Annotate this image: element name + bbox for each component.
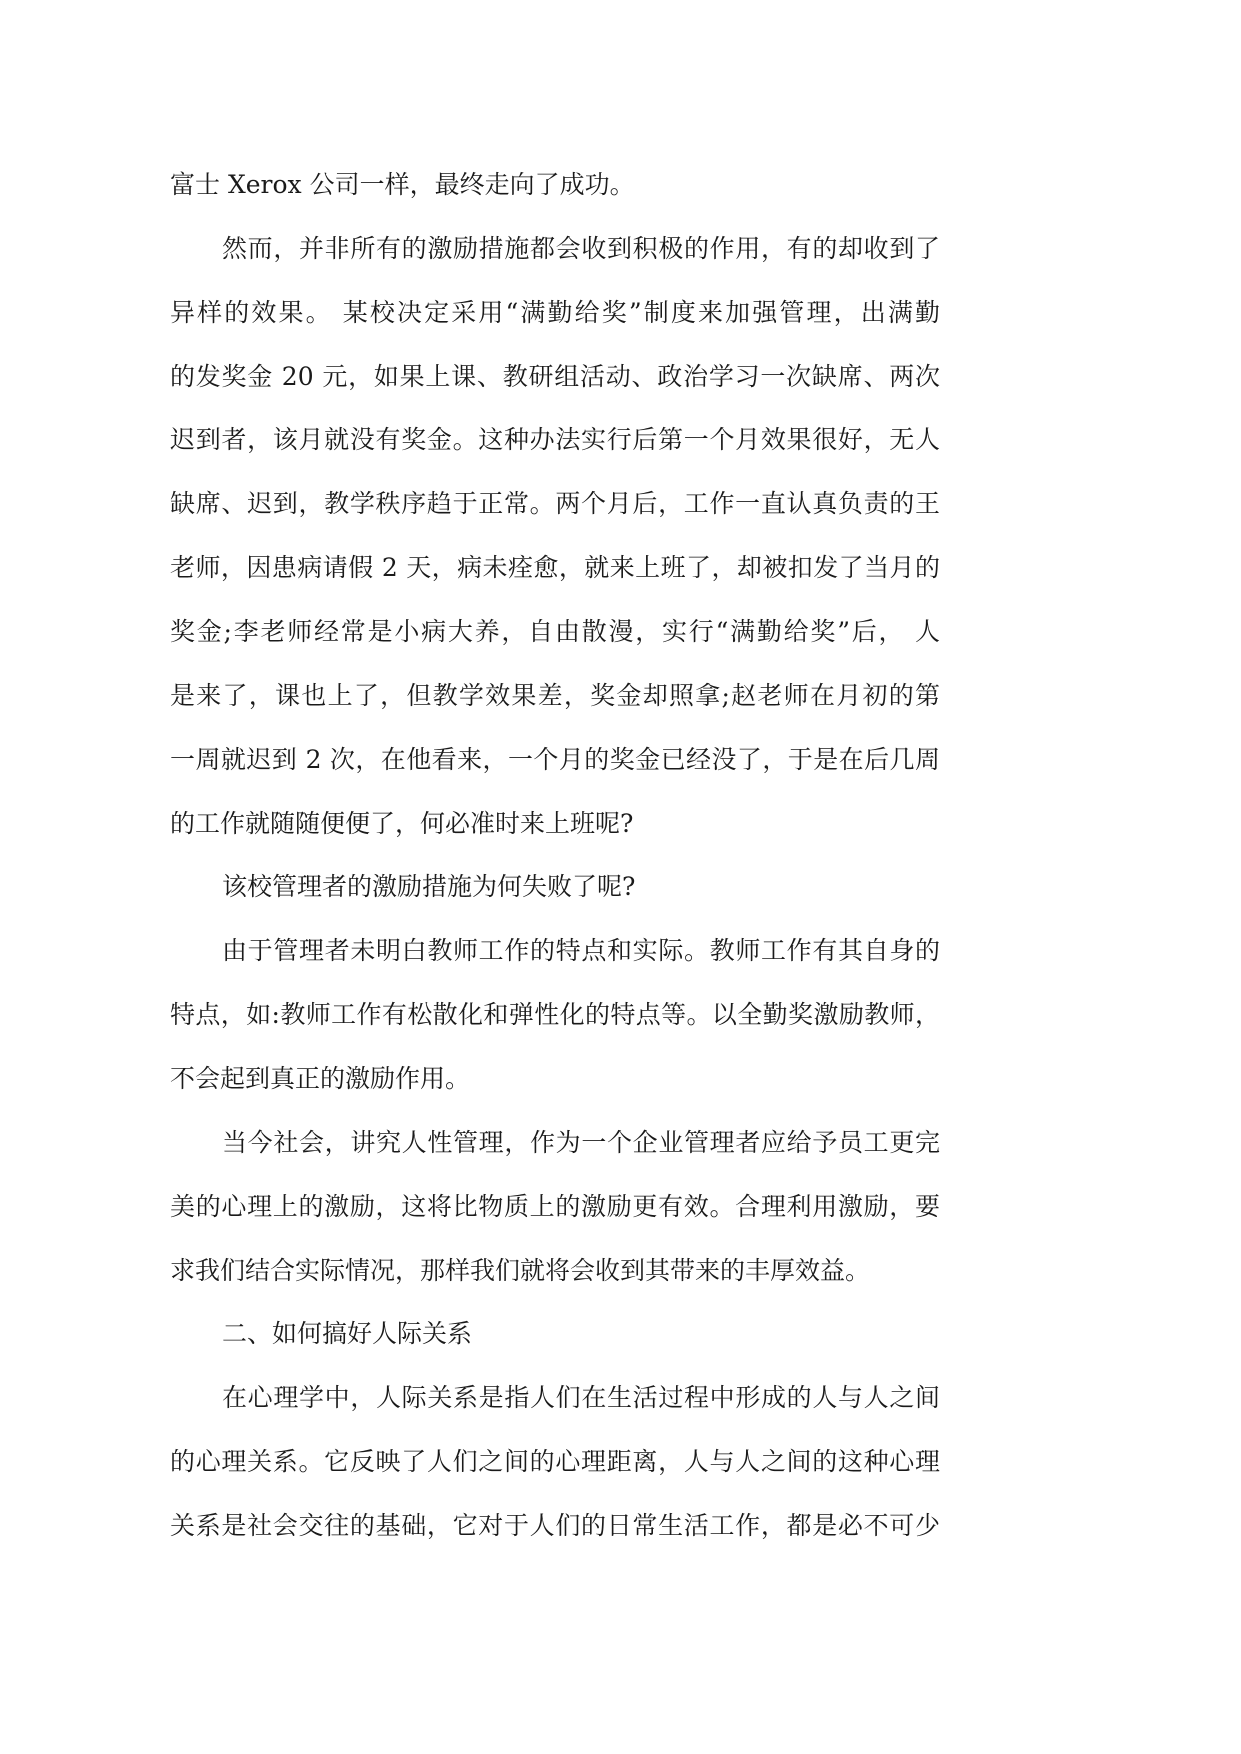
paragraph	[170, 1366, 940, 1558]
text-line: 缺席、迟到，教学秩序趋于正常。两个月后，工作一直认真负责的王	[170, 489, 940, 519]
text-line: 迟到者，该月就没有奖金。这种办法实行后第一个月效果很好，无人	[170, 425, 940, 455]
text-line: 美的心理上的激励，这将比物质上的激励更有效。合理利用激励，要	[170, 1191, 940, 1221]
text-line: 一周就迟到 2 次，在他看来，一个月的奖金已经没了，于是在后几周	[170, 744, 940, 774]
paragraph	[170, 217, 940, 856]
text-line: 是来了，课也上了，但教学效果差，奖金却照拿;赵老师在月初的第	[170, 680, 940, 710]
text-line: 然而，并非所有的激励措施都会收到积极的作用，有的却收到了	[222, 233, 940, 263]
text-line: 不会起到真正的激励作用。	[170, 1064, 471, 1094]
text-line: 的心理关系。它反映了人们之间的心理距离，人与人之间的这种心理	[170, 1447, 940, 1477]
paragraph	[170, 919, 940, 1111]
text-line: 奖金;李老师经常是小病大养，自由散漫，实行“满勤给奖”后， 人	[170, 617, 940, 647]
text-line: 二、如何搞好人际关系	[222, 1319, 473, 1349]
section-heading	[170, 1302, 940, 1366]
text-line: 特点，如:教师工作有松散化和弹性化的特点等。以全勤奖激励教师，	[170, 1000, 940, 1030]
text-line: 的工作就随随便便了，何必准时来上班呢?	[170, 808, 634, 838]
text-line: 富士 Xerox 公司一样，最终走向了成功。	[170, 170, 635, 199]
text-line: 关系是社会交往的基础，它对于人们的日常生活工作，都是必不可少	[170, 1511, 940, 1541]
text-line: 在心理学中，人际关系是指人们在生活过程中形成的人与人之间	[222, 1383, 940, 1413]
question-paragraph	[170, 855, 940, 919]
text-line: 老师，因患病请假 2 天，病未痊愈，就来上班了，却被扣发了当月的	[170, 553, 940, 583]
text-line: 当今社会，讲究人性管理，作为一个企业管理者应给予员工更完	[222, 1127, 940, 1157]
paragraph-continuation	[170, 153, 940, 217]
text-line: 的发奖金 20 元，如果上课、教研组活动、政治学习一次缺席、两次	[170, 361, 940, 391]
text-line: 异样的效果。 某校决定采用“满勤给奖”制度来加强管理，出满勤	[170, 297, 940, 327]
text-line: 求我们结合实际情况，那样我们就将会收到其带来的丰厚效益。	[170, 1255, 871, 1285]
body-text	[170, 153, 940, 1558]
text-line: 由于管理者未明白教师工作的特点和实际。教师工作有其自身的	[222, 936, 940, 966]
text-line: 该校管理者的激励措施为何失败了呢?	[222, 872, 636, 902]
paragraph	[170, 1111, 940, 1303]
